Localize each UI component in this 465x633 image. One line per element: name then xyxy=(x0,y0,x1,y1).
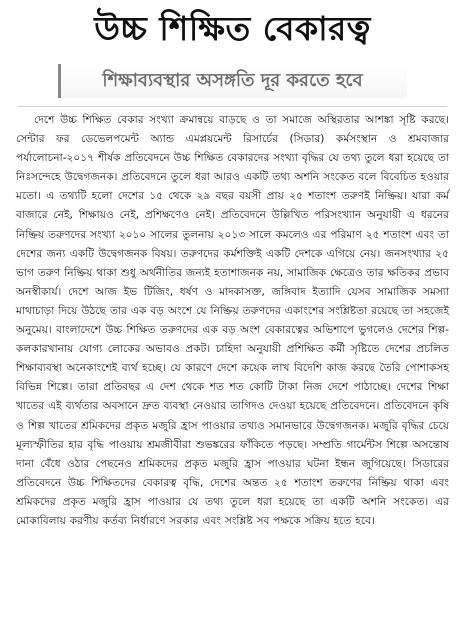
subheadline-banner xyxy=(14,64,451,100)
divider xyxy=(18,106,447,107)
subheadline: শিক্ষাব্যবস্থার অসঙ্গতি দূর করতে হবে xyxy=(102,70,363,91)
headline: উচ্চ শিক্ষিত বেকারত্ব xyxy=(94,9,371,48)
article-body: দেশে উচ্চ শিক্ষিত বেকার সংখ্যা ক্রমান্বয়ে বাড়ছে ও তা সমাজে অস্থিরতার আশঙ্কা সৃষ্টি করছে। সেন্টার ফর ডেভেলপমেন্ট অ্যান্ড এমপ্লয়মেন্ট রিসার্চের (সিডার) কর্মসংস্থান ও শ্রমবাজার পর্যালোচনা-২০১৭ শীর্ষক প্রতিবেদনে উচ্চ শিক্ষিত বেকারদের সংখ্যা বৃদ্ধির যে তথ্য তুলে ধরা হয়েছে তা নিঃসন্দেহে উদ্বেগজনক। প্রতিবেদনে তুলে ধরা আরও একটি তথ্য অশনি সংকেত বলে বিবেচিত হওয়ার মতো। এ তথ্যটি হলো দেশের ১৫ থেকে ২৯ বছর বয়সী প্রায় ২৫ শতাংশ তরুণই নিষ্ক্রিয়। যারা কর্ম বাজারে নেই, শিক্ষায়ও নেই, প্রশিক্ষণেও নেই। প্রতিবেদনে উল্লিখিত পরিসংখ্যান অনুযায়ী এ ধরনের নিষ্ক্রিয় তরুণদের সংখ্যা ২০১০ সালের তুলনায় ২০১৩ সালে কমলেও এর পরিমাণ ২৫ শতাংশ এবং তা দেশের জন্য একটি উদ্বেগজনক বিষয়। তরুণদের কর্মশক্তিই একটি দেশকে এগিয়ে নেয়। জনসংখ্যার ২৫ ভাগ তরুণ নিষ্ক্রিয় থাকা শুধু অর্থনীতির জন্যই হতাশাজনক নয়, সামাজিক ক্ষেত্রেও তার ক্ষতিকর প্রভাব অনস্বীকার্য। দেশে আজ ইভ টিজিং, ধর্ষণ ও মাদকাসক্ত, জঙ্গিবাদ ইত্যাদি যেসব সামাজিক সমস্যা মাথাচাড়া দিয়ে উঠছে তার এক বড় অংশে যে নিষ্ক্রিয় তরুণদের একাংশের সংশ্লিষ্টতা রয়েছে তা সহজেই অনুমেয়। বাংলাদেশে উচ্চ শিক্ষিত তরুণদের এক বড় অংশ বেকারত্বের অভিশাপে ভুগলেও দেশের শিল্প-কলকারখানায় যোগ্য লোকের অভাবও প্রকট। চাহিদা অনুযায়ী প্রশিক্ষিত কর্মী সৃষ্টিতে দেশের প্রচলিত শিক্ষাব্যবস্থা অনেকাংশেই ব্যর্থ হচ্ছে। যে কারণে দেশে কয়েক লাখ বিদেশি কাজ করছে তৈরি পোশাকসহ বিভিন্ন শিল্পে। তারা প্রতিবছর এ দেশ থেকে শত শত কোটি টাকা নিজ দেশে পাঠাচ্ছে। দেশের শিক্ষা খাতের এই ব্যর্থতার অবসানে দ্রুত ব্যবস্থা নেওয়ার তাগিদও দেওয়া হয়েছে প্রতিবেদনে। প্রতিবেদনে কৃষি ও শিল্প খাতের শ্রমিকদের প্রকৃত মজুরি হ্রাস পাওয়ার তথ্যও সমানভাবে উদ্বেগজনক। মজুরি বৃদ্ধির চেয়ে মূল্যস্ফীতির হার বৃদ্ধি পাওয়ায় শ্রমজীবীরা শুভঙ্করের ফাঁকিতে পড়ছে। সম্প্রতি গার্মেন্টস শিল্পে অসন্তোষ দানা বেঁধে ওঠার পেছনেও শ্রমিকদের প্রকৃত মজুরি হ্রাস পাওয়ার ঘটনা ইন্ধন জুগিয়েছে। সিডারের প্রতিবেদনে উচ্চ শিক্ষিতদের বেকারত্ব বৃদ্ধি, দেশের অন্তত ২৫ শতাংশ তরুণের নিষ্ক্রিয় থাকা এবং শ্রমিকদের প্রকৃত মজুরি হ্রাস পাওয়ার যে তথ্য তুলে ধরা হয়েছে তা একটি অশনি সংকেত। এর মোকাবিলায় করণীয় কর্তব্য নির্ধারণে সরকার এবং সংশ্লিষ্ট সব পক্ষকে সক্রিয় হতে হবে। xyxy=(16,114,449,527)
